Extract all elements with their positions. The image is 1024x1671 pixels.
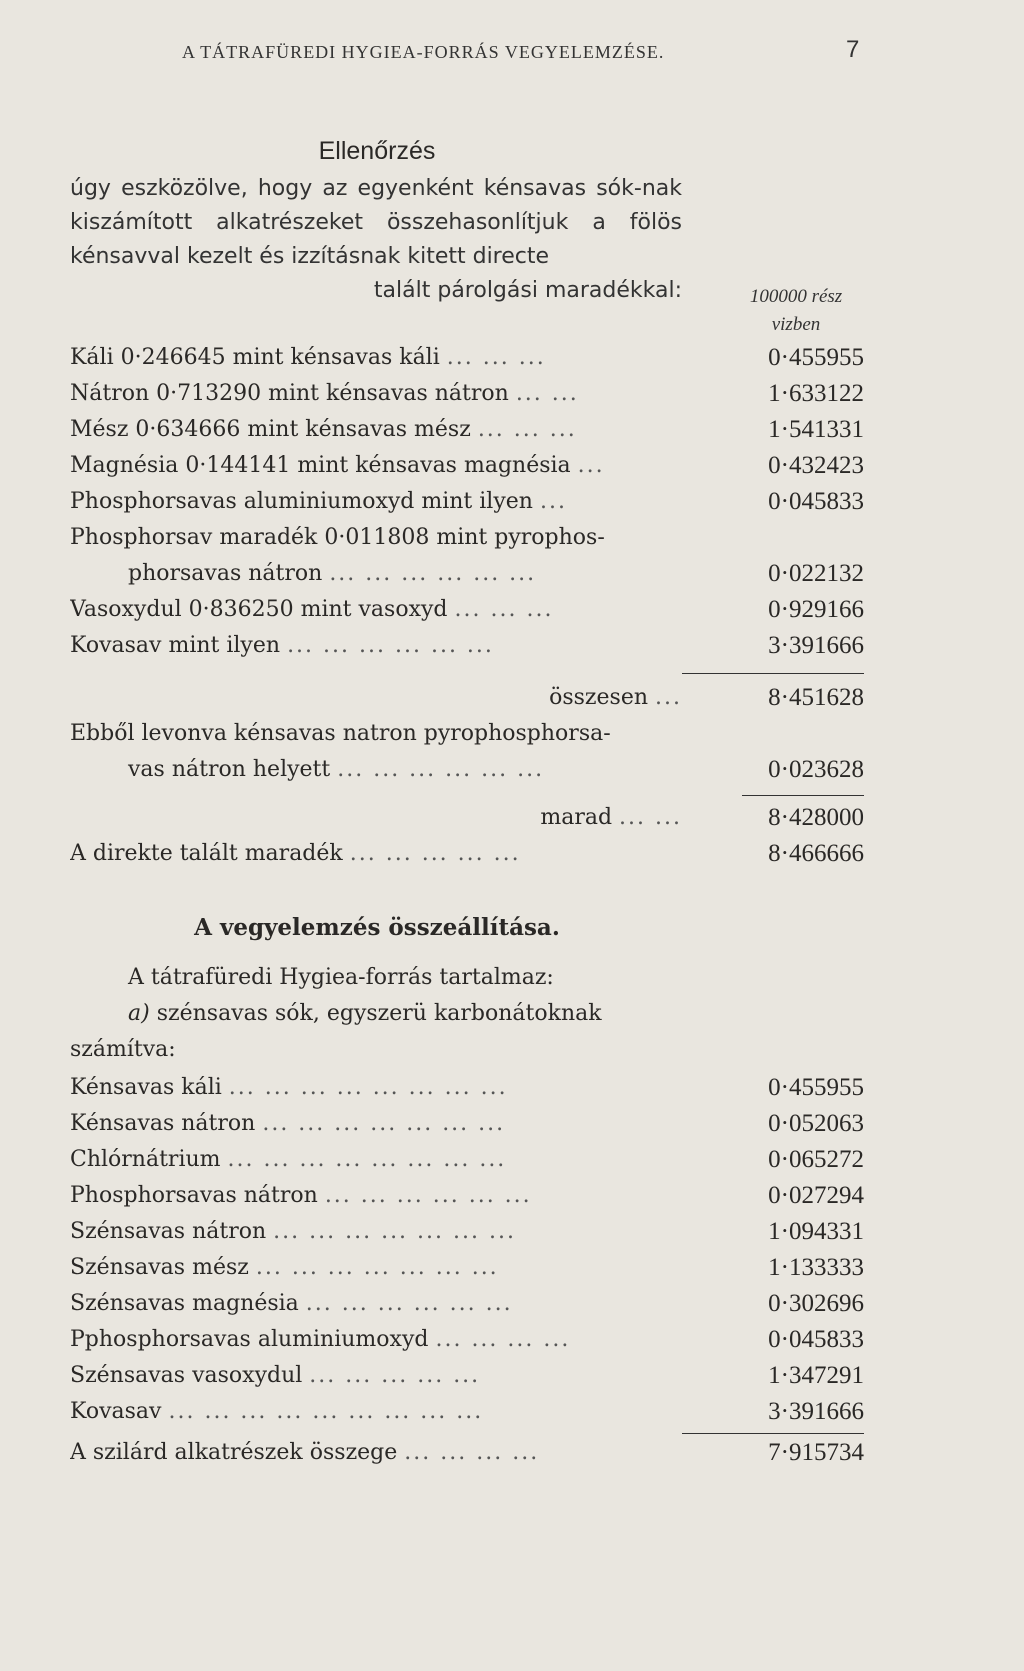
row-label: Káli 0·246645 mint kénsavas káli — [70, 345, 440, 370]
sub-text: szénsavas sók, egyszerü karbonátoknak — [156, 1001, 602, 1026]
total-value: 7·915734 — [768, 1439, 864, 1466]
row-label: Kénsavas káli — [70, 1075, 222, 1100]
leader-dots: ... ... ... ... ... ... ... ... ... — [168, 1399, 484, 1424]
leader-dots: ... ... ... — [446, 345, 546, 370]
leader-dots: ... ... ... ... ... ... ... — [273, 1219, 516, 1244]
page-number: 7 — [846, 36, 860, 63]
leader-dots: ... ... ... ... ... — [349, 841, 521, 866]
direct-label: A direkte talált maradék — [70, 841, 343, 866]
composition-subheading — [70, 997, 682, 1031]
row-value: 0·302696 — [768, 1290, 864, 1317]
leader-dots: ... ... ... ... ... ... — [337, 757, 545, 782]
leader-dots: ... ... ... ... ... ... — [329, 561, 537, 586]
sum-label: összesen — [549, 685, 649, 710]
composition-row — [70, 1395, 864, 1429]
row-value: 0·045833 — [768, 488, 864, 515]
check-row — [70, 557, 864, 591]
section-title-check: Ellenőrzés — [318, 137, 436, 165]
section-title-composition: A vegyelemzés összeállítása. — [194, 914, 560, 941]
total-label: A szilárd alkatrészek összege — [70, 1440, 398, 1465]
leader-dots: ... ... ... ... ... — [309, 1363, 481, 1388]
composition-row — [70, 1287, 864, 1321]
check-row — [70, 449, 864, 483]
sub-marker: a) — [128, 1001, 150, 1026]
composition-row — [70, 1179, 864, 1213]
leader-dots: ... ... — [515, 381, 579, 406]
row-value: 0·065272 — [768, 1146, 864, 1173]
row-label: Phosphorsavas aluminiumoxyd mint ilyen — [70, 489, 533, 514]
running-head: A TÁTRAFÜREDI HYGIEA-FORRÁS VEGYELEMZÉSE. — [182, 42, 665, 62]
row-label: Kovasav — [70, 1399, 162, 1424]
row-value: 0·929166 — [768, 596, 864, 623]
row-label: Phosphorsavas nátron — [70, 1183, 318, 1208]
composition-row — [70, 1251, 864, 1285]
check-row — [70, 413, 864, 447]
total-row — [70, 1436, 864, 1470]
check-row — [70, 629, 864, 663]
direct-residue-row — [70, 837, 864, 871]
row-value: 3·391666 — [768, 632, 864, 659]
row-label: Vasoxydul 0·836250 mint vasoxyd — [70, 597, 448, 622]
leader-dots: ... ... ... ... ... ... — [287, 633, 494, 658]
leader-dots: ... ... ... — [454, 597, 554, 622]
row-value: 0·455955 — [768, 344, 864, 371]
check-row — [70, 521, 864, 555]
leader-dots: ... — [577, 453, 605, 478]
row-label: Nátron 0·713290 mint kénsavas nátron — [70, 381, 509, 406]
sum-row — [70, 681, 864, 715]
row-label: Pphosphorsavas aluminiumoxyd — [70, 1327, 429, 1352]
row-value: 0·052063 — [768, 1110, 864, 1137]
composition-intro: A tátrafüredi Hygiea-forrás tartalmaz: — [128, 965, 554, 990]
row-label: Szénsavas mész — [70, 1255, 249, 1280]
leader-dots: ... ... ... ... ... ... ... ... — [228, 1075, 508, 1100]
composition-row — [70, 1143, 864, 1177]
row-label: Phosphorsav maradék 0·011808 mint pyrophos- — [70, 525, 605, 550]
unit-label-line2: vizben — [771, 314, 821, 335]
composition-row — [70, 1323, 864, 1357]
row-label: Szénsavas nátron — [70, 1219, 267, 1244]
deduct-row — [70, 753, 864, 787]
check-intro-last-line: talált párolgási maradékkal: — [373, 278, 682, 303]
row-label: Szénsavas magnésia — [70, 1291, 299, 1316]
unit-label-line1: 100000 rész — [749, 286, 843, 307]
row-value: 0·045833 — [768, 1326, 864, 1353]
leader-dots: ... ... ... ... ... ... — [305, 1291, 513, 1316]
remain-value: 8·428000 — [768, 804, 864, 831]
remain-row — [70, 801, 864, 835]
leader-dots: ... ... ... ... ... ... ... ... — [227, 1147, 507, 1172]
direct-value: 8·466666 — [768, 840, 864, 867]
row-label: phorsavas nátron — [128, 561, 323, 586]
row-value: 0·027294 — [768, 1182, 864, 1209]
sum-rule — [682, 673, 864, 674]
check-intro-paragraph — [70, 172, 682, 308]
composition-row — [70, 1071, 864, 1105]
row-label: Kénsavas nátron — [70, 1111, 256, 1136]
leader-dots: ... ... — [619, 805, 682, 830]
composition-row — [70, 1359, 864, 1393]
row-label: Mész 0·634666 mint kénsavas mész — [70, 417, 471, 442]
leader-dots: ... ... ... ... ... ... ... — [262, 1111, 506, 1136]
row-label: Chlórnátrium — [70, 1147, 221, 1172]
deduct-value: 0·023628 — [768, 756, 864, 783]
composition-row — [70, 1107, 864, 1141]
row-value: 1·133333 — [768, 1254, 864, 1281]
row-label: Szénsavas vasoxydul — [70, 1363, 303, 1388]
row-value: 1·633122 — [768, 380, 864, 407]
row-label: Kovasav mint ilyen — [70, 633, 281, 658]
check-row — [70, 593, 864, 627]
deduct-label-line2: vas nátron helyett — [128, 757, 331, 782]
total-rule — [682, 1433, 864, 1434]
row-value: 1·541331 — [768, 416, 864, 443]
row-value: 0·455955 — [768, 1074, 864, 1101]
row-value: 0·022132 — [768, 560, 864, 587]
row-value: 3·391666 — [768, 1398, 864, 1425]
leader-dots: ... ... ... ... ... ... ... — [255, 1255, 499, 1280]
leader-dots: ... ... ... ... ... ... — [324, 1183, 532, 1208]
leader-dots: ... ... ... ... — [435, 1327, 571, 1352]
row-value: 1·094331 — [768, 1218, 864, 1245]
check-intro-text: úgy eszközölve, hogy az egyenként kénsavas sók-nak kiszámított alkatrészeket összehasonlítjuk a fölös kénsavval kezelt és izzításnak kitett directe — [70, 176, 682, 269]
deduct-label-line1: Ebből levonva kénsavas natron pyrophosphorsa- — [70, 721, 611, 746]
row-label: Magnésia 0·144141 mint kénsavas magnésia — [70, 453, 571, 478]
check-row — [70, 341, 864, 375]
remain-label: marad — [540, 805, 613, 830]
leader-dots: ... — [539, 489, 567, 514]
sum-value: 8·451628 — [768, 684, 864, 711]
leader-dots: ... ... ... ... — [404, 1440, 540, 1465]
check-row — [70, 485, 864, 519]
row-value: 1·347291 — [768, 1362, 864, 1389]
leader-dots: ... — [655, 685, 682, 710]
composition-row — [70, 1215, 864, 1249]
row-value: 0·432423 — [768, 452, 864, 479]
remain-rule — [742, 795, 864, 796]
check-row — [70, 377, 864, 411]
leader-dots: ... ... ... — [477, 417, 577, 442]
deduct-row-line1 — [70, 717, 864, 751]
composition-subheading-cont: számítva: — [70, 1037, 176, 1062]
